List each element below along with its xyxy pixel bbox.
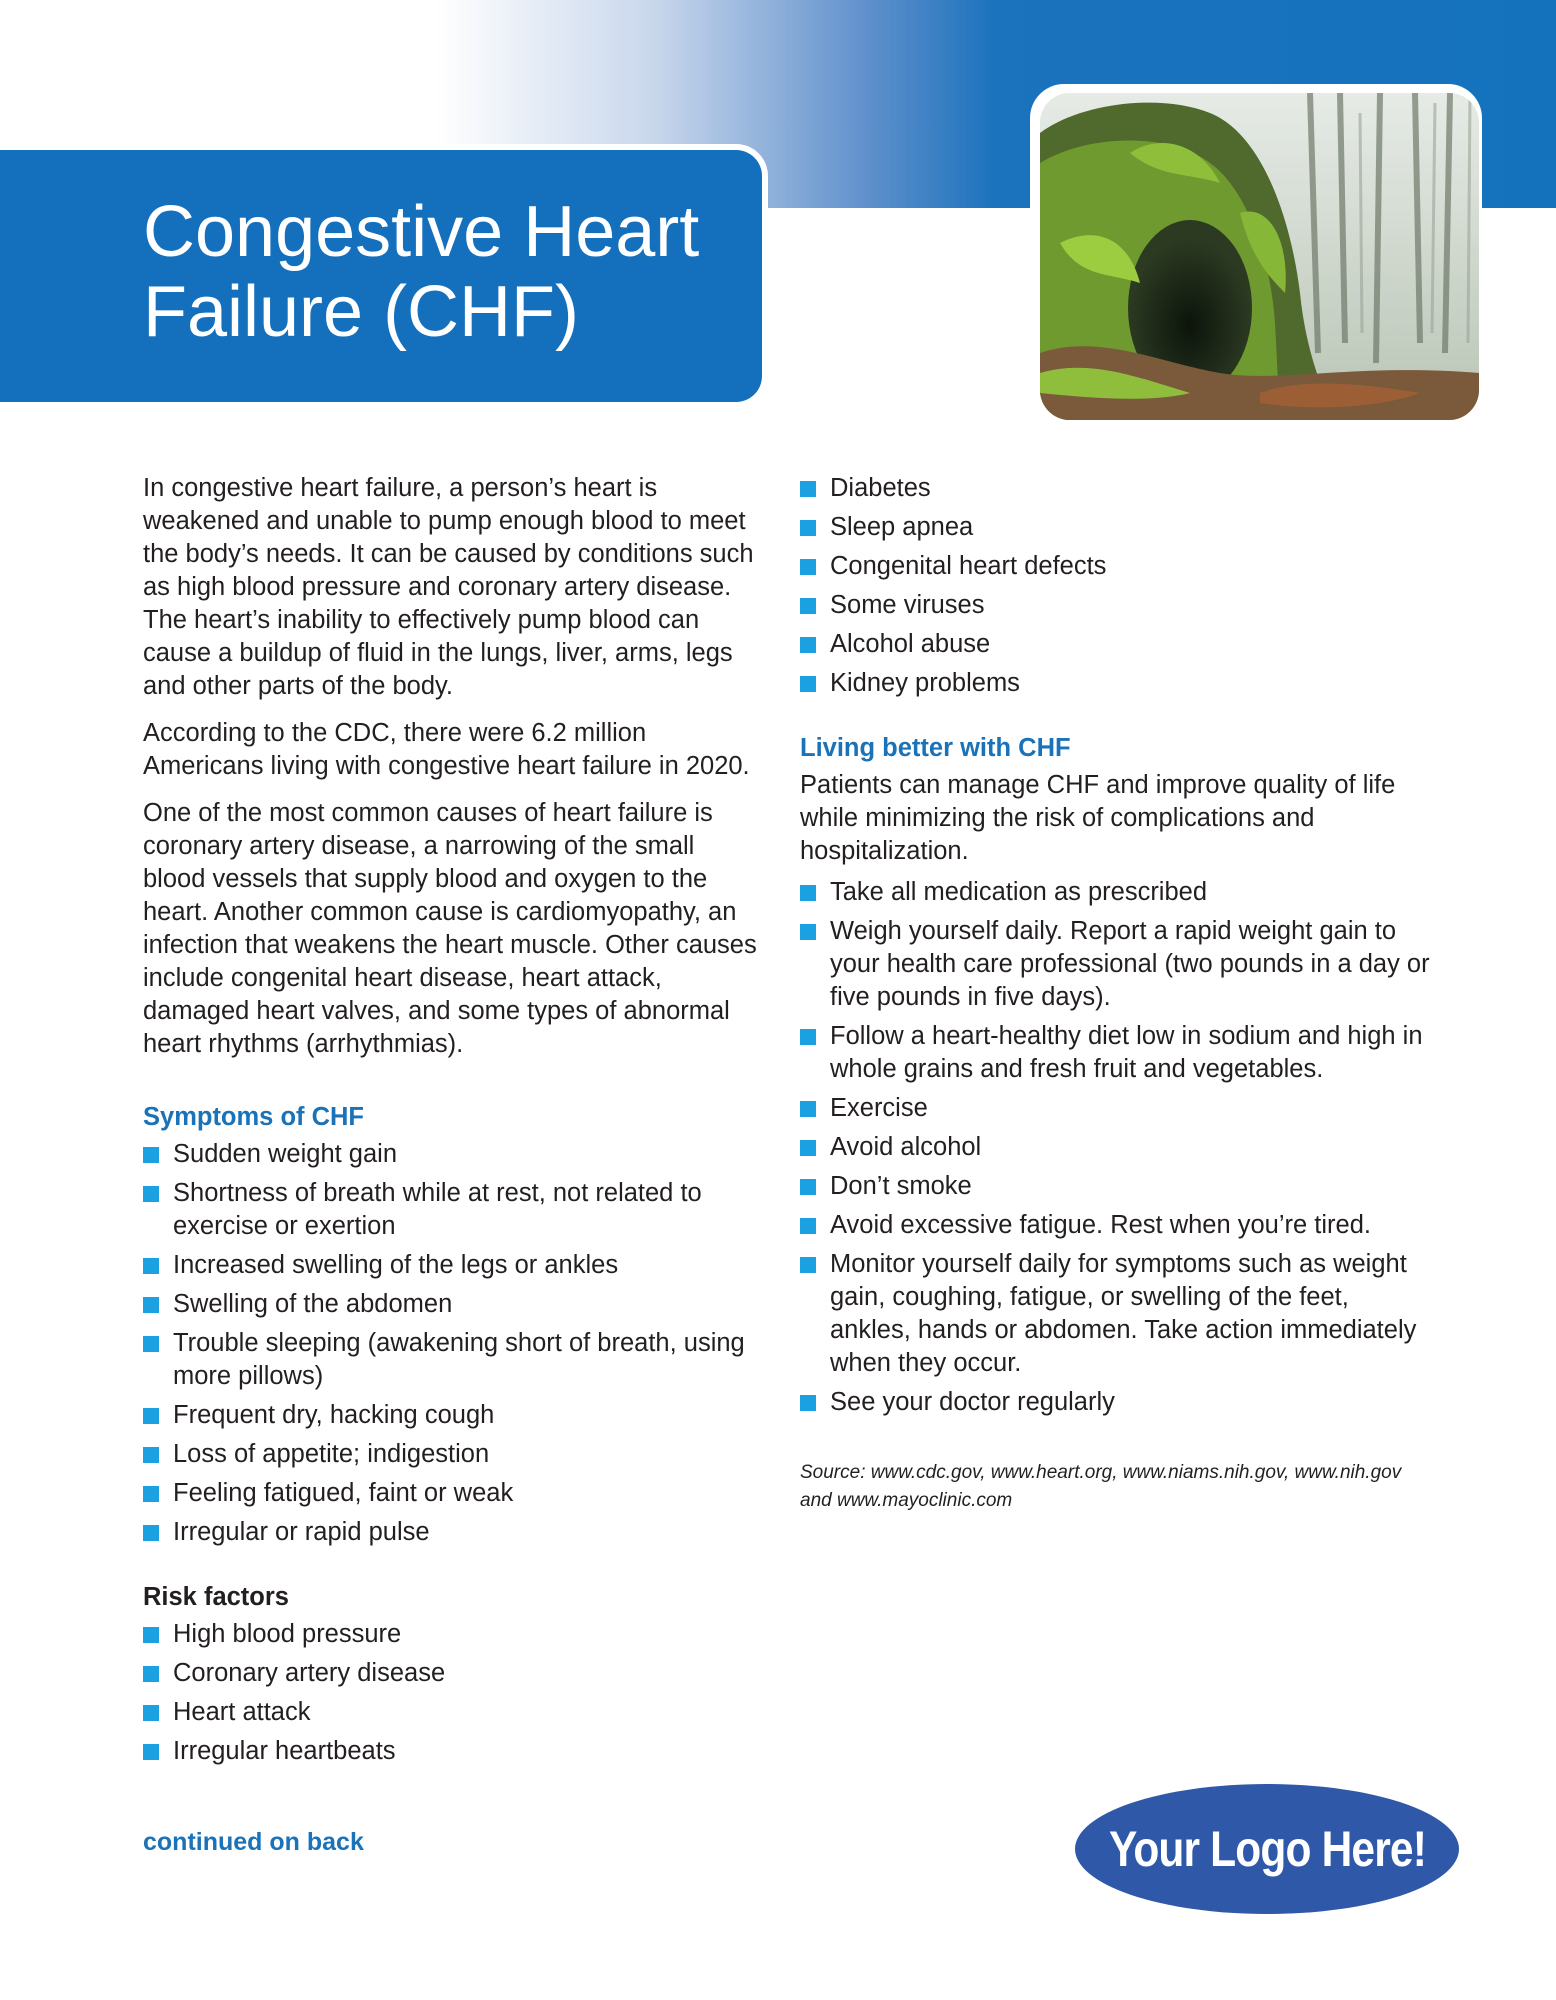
square-bullet-icon bbox=[800, 924, 816, 940]
square-bullet-icon bbox=[800, 1179, 816, 1195]
square-bullet-icon bbox=[143, 1525, 159, 1541]
square-bullet-icon bbox=[143, 1447, 159, 1463]
list-item: Congenital heart defects bbox=[800, 550, 1430, 583]
list-item: Avoid excessive fatigue. Rest when you’re tired. bbox=[800, 1209, 1430, 1242]
risk-factors-list bbox=[143, 1618, 763, 1768]
square-bullet-icon bbox=[800, 559, 816, 575]
logo-text: Your Logo Here! bbox=[1108, 1821, 1426, 1877]
square-bullet-icon bbox=[143, 1627, 159, 1643]
living-better-heading: Living better with CHF bbox=[800, 734, 1071, 762]
square-bullet-icon bbox=[143, 1147, 159, 1163]
square-bullet-icon bbox=[800, 481, 816, 497]
right-column bbox=[800, 472, 1430, 1515]
list-item: Avoid alcohol bbox=[800, 1131, 1430, 1164]
square-bullet-icon bbox=[800, 676, 816, 692]
risk-factors-list-continued bbox=[800, 472, 1430, 700]
square-bullet-icon bbox=[800, 885, 816, 901]
risk-factors-heading: Risk factors bbox=[143, 1583, 289, 1611]
list-item: Kidney problems bbox=[800, 667, 1430, 700]
list-item: Heart attack bbox=[143, 1696, 763, 1729]
square-bullet-icon bbox=[800, 1395, 816, 1411]
list-item: Shortness of breath while at rest, not related to exercise or exertion bbox=[143, 1177, 763, 1243]
square-bullet-icon bbox=[143, 1336, 159, 1352]
list-item: Weigh yourself daily. Report a rapid weight gain to your health care professional (two pounds in a day or five pounds in five days). bbox=[800, 915, 1430, 1014]
list-item: Irregular or rapid pulse bbox=[143, 1516, 763, 1549]
list-item: Monitor yourself daily for symptoms such as weight gain, coughing, fatigue, or swelling of the feet, ankles, hands or abdomen. Take action immediately when they occur. bbox=[800, 1248, 1430, 1380]
intro-paragraph: In congestive heart failure, a person’s heart is weakened and unable to pump enough blood to meet the body’s needs. It can be caused by conditions such as high blood pressure and coronary artery disease. The heart’s inability to effectively pump blood can cause a buildup of fluid in the lungs, liver, arms, legs and other parts of the body. bbox=[143, 474, 754, 700]
causes-paragraph: One of the most common causes of heart failure is coronary artery disease, a narrowing of the small blood vessels that supply blood and oxygen to the heart. Another common cause is cardiomyopathy, an infection that weakens the heart muscle. Other causes include congenital heart disease, heart attack, damaged heart valves, and some types of abnormal heart rhythms (arrhythmias). bbox=[143, 799, 757, 1058]
list-item: Follow a heart-healthy diet low in sodium and high in whole grains and fresh fruit and vegetables. bbox=[800, 1020, 1430, 1086]
list-item: Coronary artery disease bbox=[143, 1657, 763, 1690]
living-better-intro: Patients can manage CHF and improve quality of life while minimizing the risk of complications and hospitalization. bbox=[800, 771, 1396, 865]
source-citation: Source: www.cdc.gov, www.heart.org, www.niams.nih.gov, www.nih.gov and www.mayoclinic.com bbox=[800, 1462, 1402, 1511]
symptoms-heading: Symptoms of CHF bbox=[143, 1103, 365, 1131]
continued-on-back: continued on back bbox=[143, 1828, 364, 1856]
list-item: Irregular heartbeats bbox=[143, 1735, 763, 1768]
page-title: Congestive Heart Failure (CHF) bbox=[143, 192, 700, 352]
list-item: Increased swelling of the legs or ankles bbox=[143, 1249, 763, 1282]
square-bullet-icon bbox=[800, 520, 816, 536]
square-bullet-icon bbox=[800, 1029, 816, 1045]
list-item: See your doctor regularly bbox=[800, 1386, 1430, 1419]
square-bullet-icon bbox=[800, 1218, 816, 1234]
list-item: Sleep apnea bbox=[800, 511, 1430, 544]
list-item: Some viruses bbox=[800, 589, 1430, 622]
square-bullet-icon bbox=[143, 1297, 159, 1313]
list-item: Loss of appetite; indigestion bbox=[143, 1438, 763, 1471]
square-bullet-icon bbox=[143, 1705, 159, 1721]
forest-cave-photo bbox=[1040, 93, 1479, 420]
square-bullet-icon bbox=[143, 1258, 159, 1274]
left-column bbox=[143, 472, 763, 1774]
square-bullet-icon bbox=[800, 1257, 816, 1273]
list-item: Trouble sleeping (awakening short of breath, using more pillows) bbox=[143, 1327, 763, 1393]
list-item: Don’t smoke bbox=[800, 1170, 1430, 1203]
list-item: Take all medication as prescribed bbox=[800, 876, 1430, 909]
list-item: Alcohol abuse bbox=[800, 628, 1430, 661]
list-item: Diabetes bbox=[800, 472, 1430, 505]
list-item: High blood pressure bbox=[143, 1618, 763, 1651]
square-bullet-icon bbox=[143, 1486, 159, 1502]
square-bullet-icon bbox=[143, 1666, 159, 1682]
square-bullet-icon bbox=[800, 1140, 816, 1156]
square-bullet-icon bbox=[143, 1408, 159, 1424]
square-bullet-icon bbox=[800, 598, 816, 614]
list-item: Frequent dry, hacking cough bbox=[143, 1399, 763, 1432]
symptoms-list bbox=[143, 1138, 763, 1549]
list-item: Sudden weight gain bbox=[143, 1138, 763, 1171]
square-bullet-icon bbox=[800, 637, 816, 653]
square-bullet-icon bbox=[143, 1744, 159, 1760]
square-bullet-icon bbox=[800, 1101, 816, 1117]
list-item: Feeling fatigued, faint or weak bbox=[143, 1477, 763, 1510]
cdc-stat-paragraph: According to the CDC, there were 6.2 million Americans living with congestive heart failure in 2020. bbox=[143, 719, 750, 780]
square-bullet-icon bbox=[143, 1186, 159, 1202]
list-item: Swelling of the abdomen bbox=[143, 1288, 763, 1321]
logo-placeholder bbox=[1075, 1784, 1459, 1914]
list-item: Exercise bbox=[800, 1092, 1430, 1125]
living-better-list bbox=[800, 876, 1430, 1419]
